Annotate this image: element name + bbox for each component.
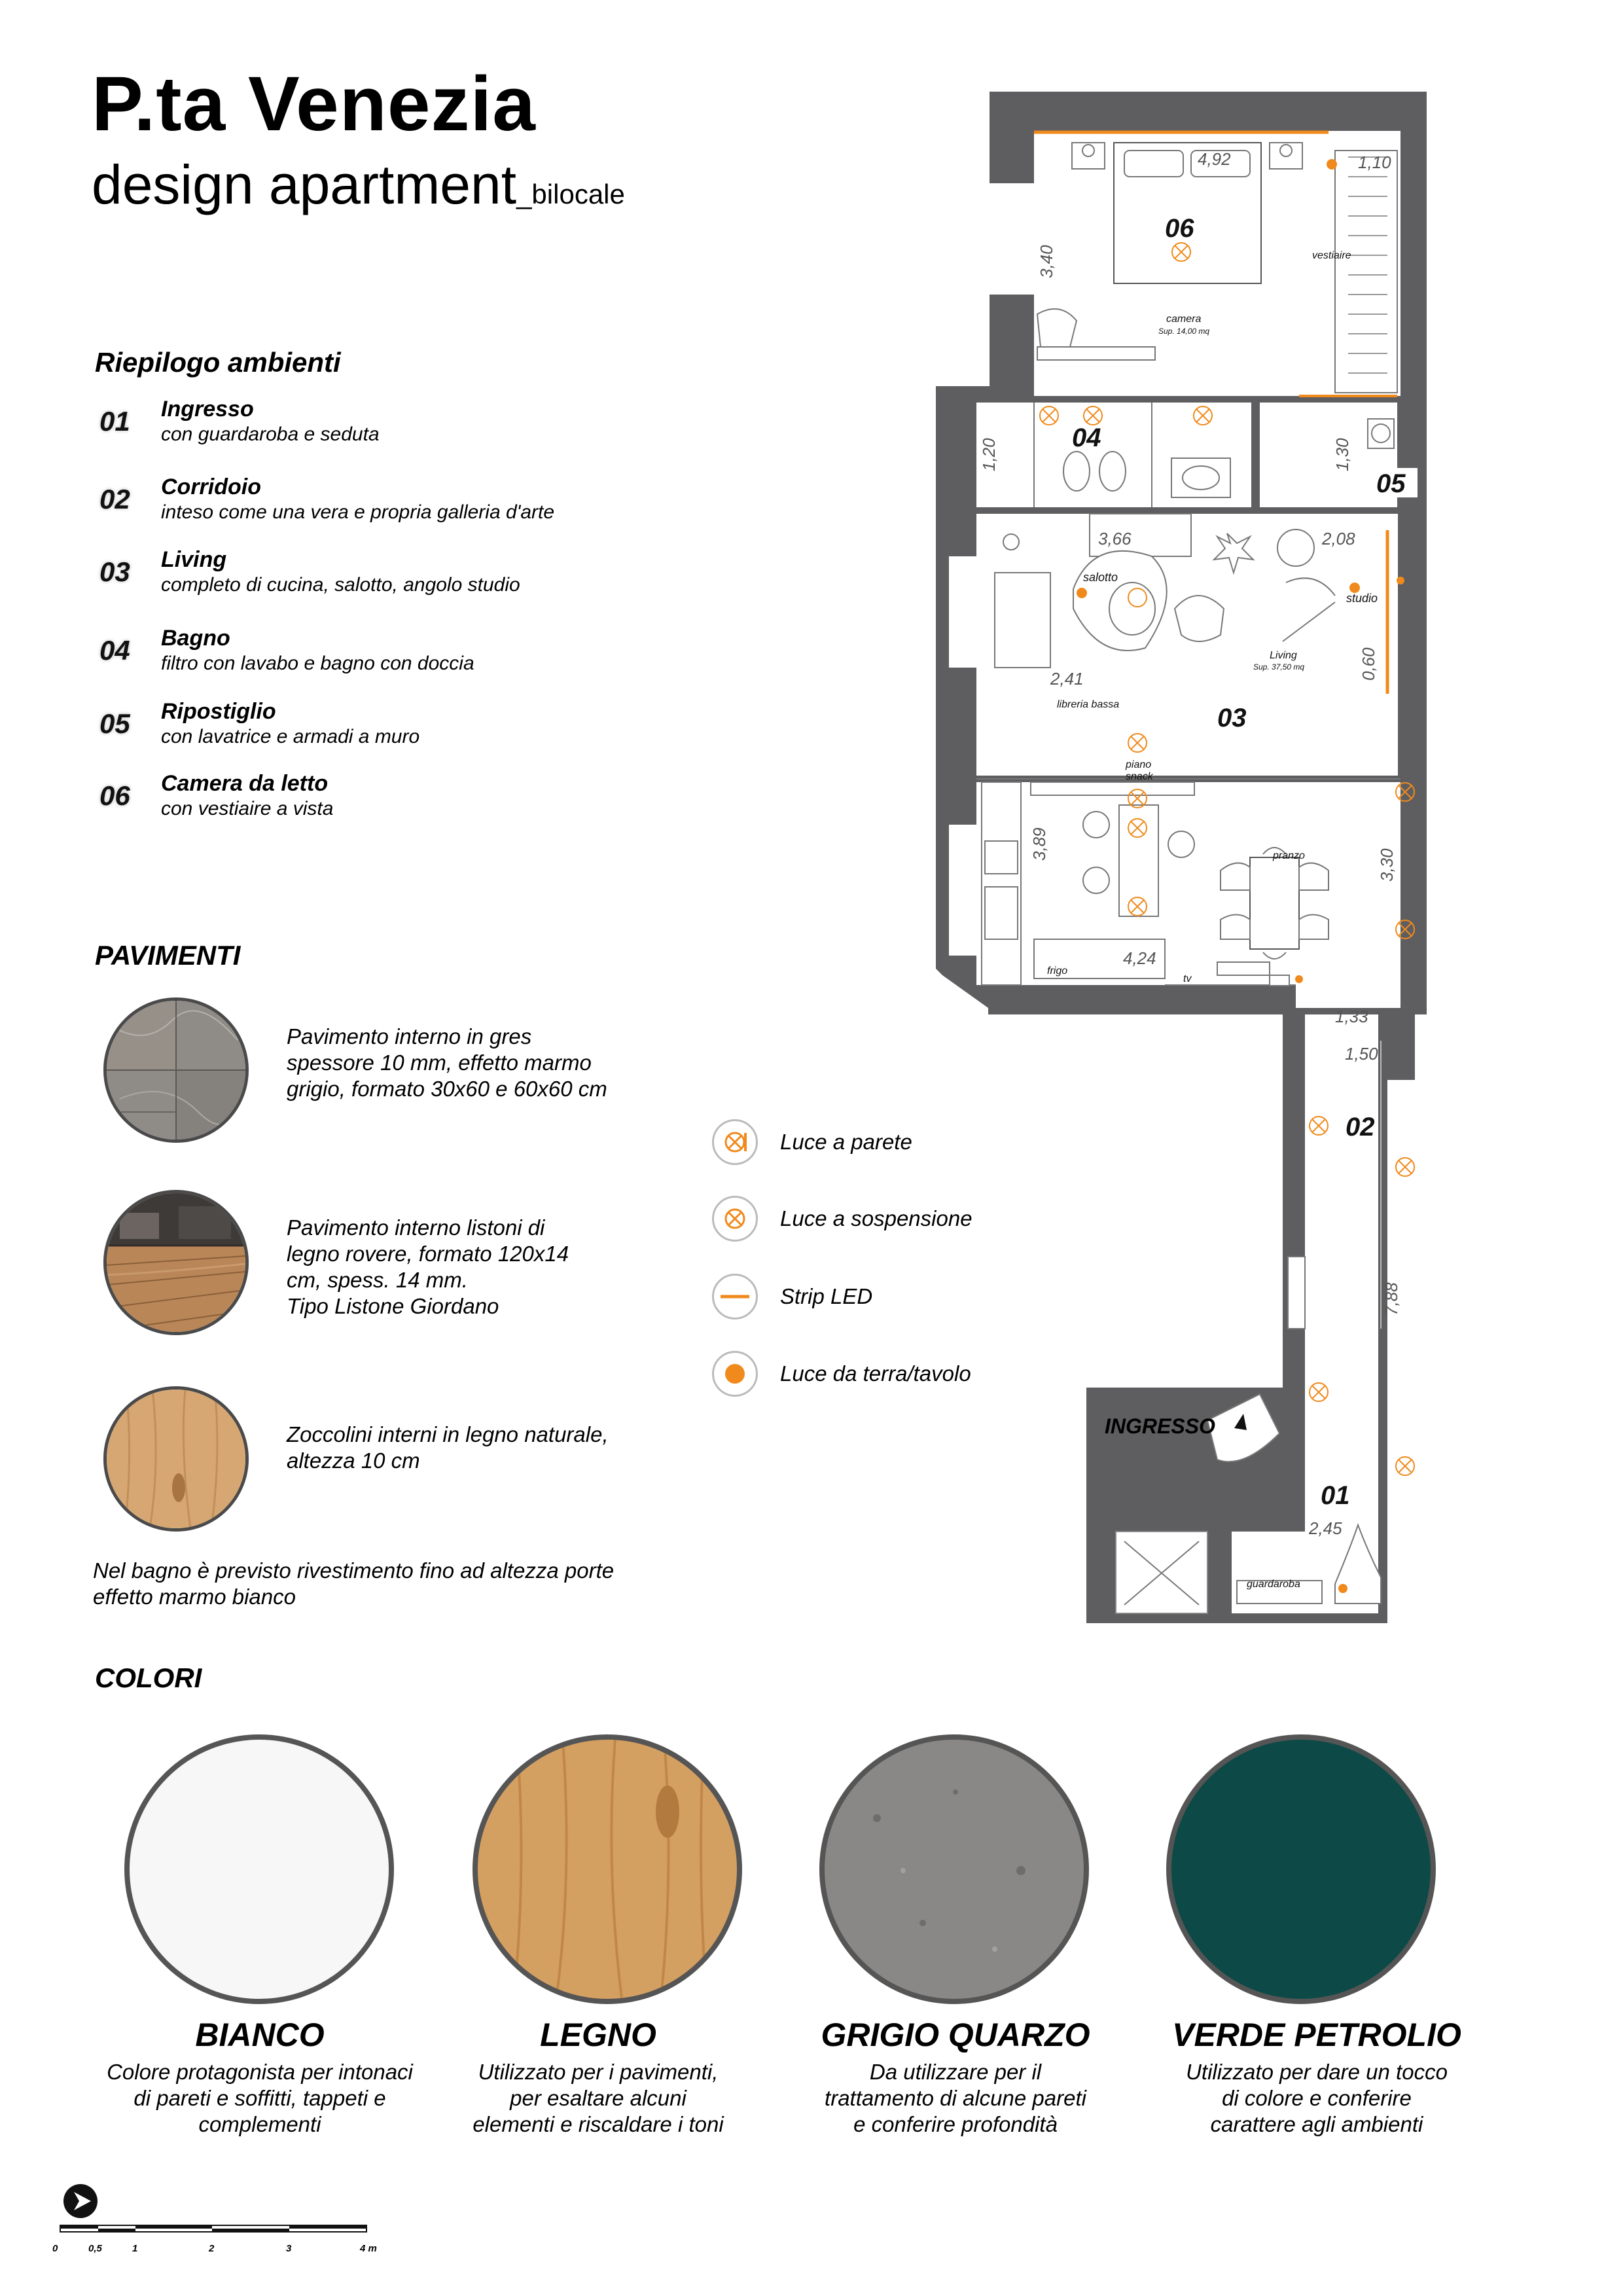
floor-line: grigio, formato 30x60 e 60x60 cm	[287, 1077, 607, 1101]
scale-tick: 0,5	[88, 2243, 102, 2254]
floor-line: altezza 10 cm	[287, 1448, 420, 1473]
dimension-label: 1,10	[1358, 152, 1391, 172]
dimension-label: 0,60	[1359, 647, 1378, 681]
plan-label: vestiaire	[1312, 250, 1351, 261]
dimension-label: 2,45	[1309, 1518, 1342, 1538]
oak-planks-icon	[107, 1193, 245, 1332]
room-description: completo di cucina, salotto, angolo studio	[161, 574, 520, 596]
floors-heading: PAVIMENTI	[95, 940, 241, 971]
tv-unit	[1217, 962, 1270, 975]
color-name: BIANCO	[195, 2017, 325, 2053]
dimension-label: 7,88	[1382, 1282, 1401, 1316]
dimension-label: 3,30	[1377, 848, 1397, 882]
low-bookcase	[1031, 782, 1194, 795]
plan-label: guardaroba	[1247, 1579, 1300, 1590]
window-opening	[949, 556, 976, 668]
dimension-label: 1,30	[1332, 438, 1352, 471]
rooms-summary-heading: Riepilogo ambienti	[95, 347, 341, 378]
plan-room-number: 03	[1217, 704, 1247, 732]
niche	[1288, 1257, 1305, 1329]
plan-label: tv	[1183, 973, 1192, 984]
floor-lamp-icon	[1327, 159, 1337, 170]
plan-label: snack	[1126, 771, 1153, 782]
wall-light-icon	[712, 1119, 758, 1165]
kitchen-counter	[982, 782, 1021, 985]
subtitle-suffix: _bilocale	[516, 179, 625, 209]
color-description	[785, 2059, 1126, 2138]
plan-label: frigo	[1047, 965, 1068, 977]
dimension-label: 1,50	[1345, 1044, 1378, 1064]
dining-table	[1250, 857, 1299, 949]
room-number: 02	[99, 484, 130, 514]
floor-lamp-icon	[712, 1351, 758, 1397]
color-desc-line: Colore protagonista per intonaci	[107, 2060, 413, 2084]
window-opening	[955, 183, 1034, 295]
pendant-light-symbol	[714, 1198, 756, 1240]
dimension-label: 1,20	[979, 438, 999, 471]
lounge-chair	[1175, 596, 1224, 641]
wood-color-swatch	[473, 1734, 742, 2004]
color-name: GRIGIO QUARZO	[821, 2017, 1090, 2053]
bedroom-chair	[1037, 309, 1077, 347]
plan-label: Sup. 37,50 mq	[1253, 662, 1305, 672]
room-name: Living	[161, 547, 227, 572]
room-description: inteso come una vera e propria galleria d'arte	[161, 501, 555, 523]
washbasin	[1171, 458, 1230, 497]
color-desc-line: Utilizzato per i pavimenti,	[478, 2060, 719, 2084]
scale-tick: 0	[52, 2243, 58, 2254]
natural-wood-icon	[107, 1390, 245, 1528]
led-strip-symbol	[714, 1276, 756, 1318]
dining-chair	[1221, 863, 1250, 890]
dimension-label: 4,24	[1123, 948, 1156, 968]
north-arrow-icon	[62, 2183, 101, 2222]
plan-label: camera	[1166, 314, 1202, 325]
desk-chair	[1277, 529, 1314, 566]
color-desc-line: carattere agli ambienti	[1210, 2112, 1423, 2136]
floor-note	[93, 1558, 614, 1610]
floor-line: Pavimento interno in gres	[287, 1024, 532, 1049]
color-name: VERDE PETROLIO	[1172, 2017, 1461, 2053]
room-name: Ripostiglio	[161, 699, 276, 724]
color-desc-line: per esaltare alcuni	[510, 2086, 687, 2110]
floor-line: spessore 10 mm, effetto marmo	[287, 1050, 592, 1075]
page-title: P.ta Venezia	[92, 61, 536, 147]
plan-room-number: 06	[1165, 214, 1194, 243]
quartz-grey-color-swatch	[819, 1734, 1089, 2004]
scale-tick: 1	[132, 2243, 138, 2254]
color-desc-line: complementi	[198, 2112, 321, 2136]
color-description	[90, 2059, 430, 2138]
concrete-texture-icon	[825, 1740, 1084, 1999]
scale-segment	[212, 2229, 289, 2232]
room-description: con vestiaire a vista	[161, 798, 334, 819]
dimension-label: 1,33	[1335, 1007, 1368, 1026]
room-name: Bagno	[161, 626, 230, 651]
scale-segment	[289, 2225, 366, 2229]
sink	[985, 887, 1018, 939]
vestiaire-rack	[1335, 151, 1397, 393]
note-line: Nel bagno è previsto rivestimento fino ad altezza porte	[93, 1558, 615, 1583]
floor-lamp-icon	[1077, 588, 1087, 598]
dining-chair	[1299, 863, 1329, 890]
cooktop	[985, 841, 1018, 874]
color-desc-line: di colore e conferire	[1222, 2086, 1412, 2110]
room-description: filtro con lavabo e bagno con doccia	[161, 653, 474, 674]
tv	[1270, 975, 1289, 986]
color-desc-line: Da utilizzare per il	[869, 2060, 1042, 2084]
scale-bar	[52, 2223, 393, 2269]
dimension-label: 2,08	[1322, 529, 1355, 548]
dining-chair	[1299, 915, 1329, 940]
entrance-label: INGRESSO	[1105, 1414, 1215, 1438]
room-number: 06	[99, 780, 130, 811]
floor-description	[287, 1024, 692, 1102]
page-subtitle	[92, 154, 625, 215]
pillow	[1124, 151, 1183, 177]
floor-line: legno rovere, formato 120x14	[287, 1242, 569, 1266]
room-number: 01	[99, 406, 130, 437]
bidet	[1063, 452, 1090, 491]
oak-floor-swatch	[103, 1190, 249, 1335]
color-name: LEGNO	[540, 2017, 656, 2053]
floor-plan	[929, 85, 1479, 1630]
armchair	[995, 573, 1050, 668]
dimension-label: 3,40	[1037, 245, 1056, 278]
plan-label: piano	[1126, 759, 1152, 770]
floor-line: cm, spess. 14 mm.	[287, 1268, 468, 1292]
floor-lamp-icon	[1295, 975, 1303, 983]
plan-room-number: 02	[1346, 1113, 1375, 1141]
floor-line: Pavimento interno listoni di	[287, 1215, 545, 1240]
room-description: con lavatrice e armadi a muro	[161, 726, 420, 747]
room-name: Camera da letto	[161, 771, 329, 796]
room-description: con guardaroba e seduta	[161, 423, 380, 445]
room-name: Ingresso	[161, 397, 254, 422]
plan-label: salotto	[1083, 571, 1118, 584]
note-line: effetto marmo bianco	[93, 1585, 296, 1609]
wood-grain-icon	[478, 1740, 737, 1999]
color-desc-line: trattamento di alcune pareti	[825, 2086, 1086, 2110]
snack-counter	[1119, 805, 1158, 916]
floor-description	[287, 1422, 692, 1474]
floor-line: Tipo Listone Giordano	[287, 1294, 499, 1318]
legend-label: Luce a parete	[780, 1130, 912, 1154]
marble-texture-icon	[107, 1001, 245, 1139]
room-number: 04	[99, 635, 130, 666]
color-description	[428, 2059, 768, 2138]
wall-light-symbol	[714, 1121, 756, 1163]
legend-label: Luce da terra/tavolo	[780, 1361, 971, 1386]
scale-tick: 2	[209, 2243, 215, 2254]
room-number: 05	[99, 708, 130, 739]
room-name: Corridoio	[161, 475, 261, 499]
color-desc-line: e conferire profondità	[853, 2112, 1058, 2136]
color-description	[1147, 2059, 1487, 2138]
floor-lamp-icon	[1338, 1584, 1347, 1593]
scale-tick: 4 m	[360, 2243, 377, 2254]
room-number: 03	[99, 556, 130, 587]
scale-segment	[98, 2229, 135, 2232]
floor-lamp-symbol	[714, 1353, 756, 1395]
plan-room-number: 05	[1376, 469, 1406, 498]
plan-label: Sup. 14,00 mq	[1158, 327, 1210, 336]
floor-lamp-icon	[1397, 577, 1404, 584]
dimension-label: 4,92	[1198, 149, 1231, 169]
plan-label: studio	[1346, 592, 1378, 605]
dining-chair	[1221, 915, 1250, 940]
colors-heading: COLORI	[95, 1662, 202, 1693]
floor-description	[287, 1215, 692, 1319]
plan-room-number: 01	[1321, 1481, 1350, 1510]
dimension-label: 3,66	[1098, 529, 1132, 548]
wood-baseboard-swatch	[103, 1386, 249, 1532]
scale-tick: 3	[286, 2243, 292, 2254]
scale-segment	[135, 2225, 212, 2229]
dimension-label: 3,89	[1029, 827, 1049, 861]
petrol-green-color-swatch	[1166, 1734, 1436, 2004]
color-desc-line: di pareti e soffitti, tappeti e	[134, 2086, 386, 2110]
scale-segment	[60, 2225, 98, 2229]
marble-floor-swatch	[103, 997, 249, 1143]
plan-label: libreria bassa	[1057, 699, 1120, 710]
plan-label: Living	[1270, 650, 1297, 661]
color-desc-line: elementi e riscaldare i toni	[473, 2112, 724, 2136]
plan-room-number: 04	[1072, 423, 1101, 452]
toilet	[1099, 452, 1126, 491]
floor-line: Zoccolini interni in legno naturale,	[287, 1422, 609, 1446]
dimension-label: 2,41	[1050, 669, 1084, 689]
plan-label: pranzo	[1273, 850, 1305, 861]
led-strip-icon	[712, 1274, 758, 1319]
legend-label: Luce a sospensione	[780, 1206, 972, 1230]
pendant-light-icon	[712, 1196, 758, 1242]
white-color-swatch	[124, 1734, 394, 2004]
subtitle-main: design apartment	[92, 154, 517, 215]
desk	[1037, 347, 1155, 360]
window-opening	[949, 825, 976, 956]
legend-label: Strip LED	[780, 1284, 873, 1308]
color-desc-line: Utilizzato per dare un tocco	[1186, 2060, 1448, 2084]
